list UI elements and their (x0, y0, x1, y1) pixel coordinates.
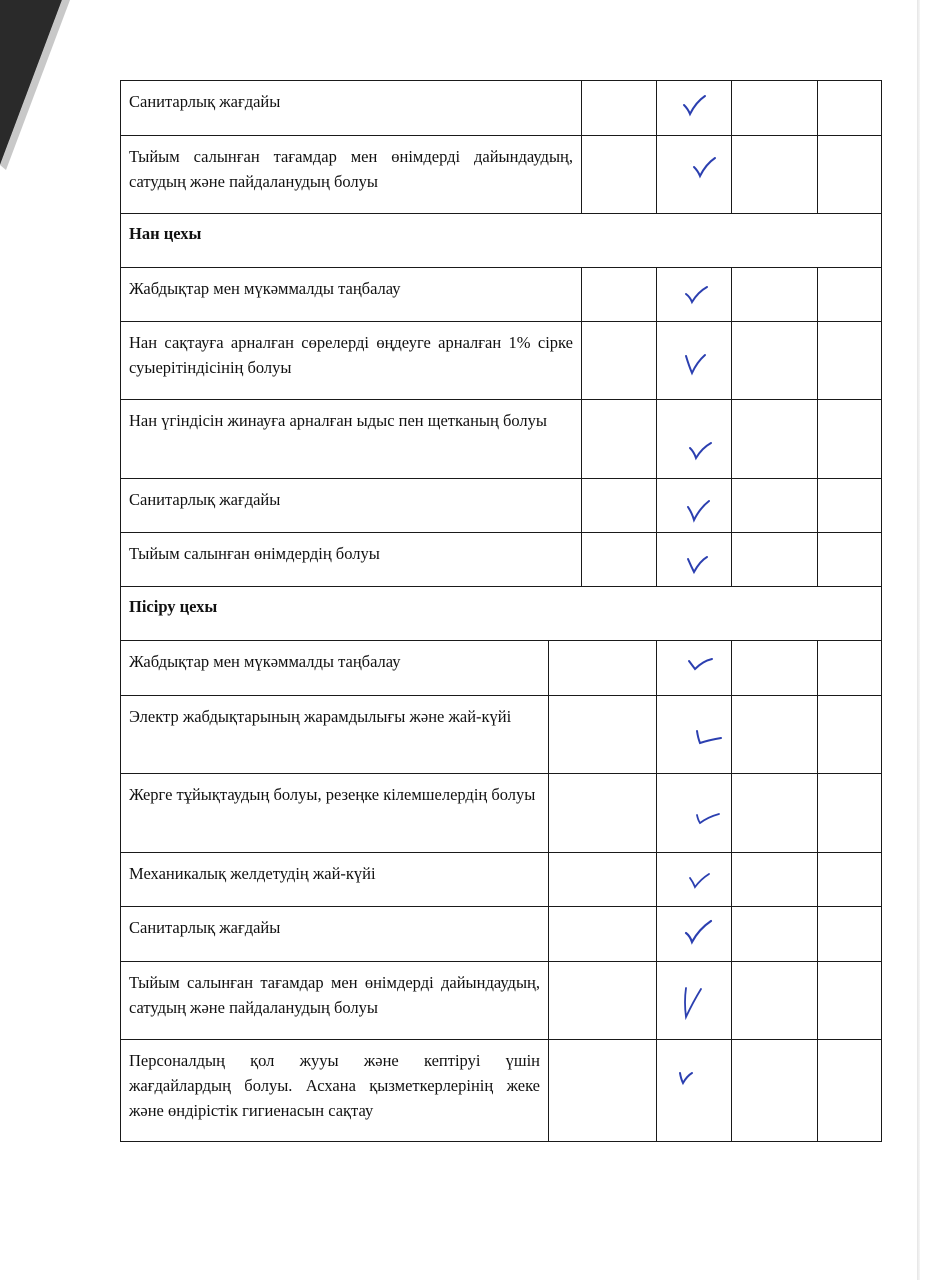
column-3-cell (732, 81, 818, 135)
column-1-cell (549, 853, 657, 906)
table-row (120, 533, 882, 587)
table-row (120, 136, 882, 214)
column-3-cell (732, 774, 818, 852)
table-row (120, 479, 882, 533)
scan-shadow (0, 0, 70, 170)
column-4-cell (818, 533, 883, 586)
page-edge (917, 0, 920, 1280)
column-1-cell (582, 479, 657, 532)
column-3-cell (732, 533, 818, 586)
section-header-row (120, 587, 882, 641)
inspection-checklist-table (120, 80, 882, 1142)
checkmark-icon (685, 499, 711, 523)
item-text: Тыйым салынған тағамдар мен өнімдерді дайындаудың, сатудың және пайдаланудың болуы (121, 136, 582, 213)
table-row (120, 696, 882, 774)
column-3-cell (732, 907, 818, 961)
column-3-cell (732, 136, 818, 213)
column-1-cell (549, 962, 657, 1039)
checkmark-icon (693, 728, 723, 746)
checkmark-icon (681, 94, 707, 118)
item-text: Персоналдың қол жууы және кептіруі үшін жағдайлардың болуы. Асхана қызметкерлерінің жеке және өндірістік гигиенасын сақтау (121, 1040, 549, 1141)
checkmark-icon (686, 655, 714, 673)
checkmark-icon (681, 984, 705, 1020)
column-3-cell (732, 853, 818, 906)
column-4-cell (818, 1040, 883, 1141)
column-3-cell (732, 268, 818, 321)
checkmark-icon (683, 352, 709, 376)
column-1-cell (582, 400, 657, 478)
column-2-cell (657, 400, 732, 478)
item-text: Электр жабдықтарының жарамдылығы және жай-күйі (121, 696, 549, 773)
section-header-row (120, 214, 882, 268)
table-row (120, 907, 882, 962)
checkmark-icon (685, 553, 711, 575)
column-1-cell (549, 907, 657, 961)
item-text: Жабдықтар мен мүкәммалды таңбалау (121, 268, 582, 321)
item-text: Механикалық желдетудің жай-күйі (121, 853, 549, 906)
item-text: Жабдықтар мен мүкәммалды таңбалау (121, 641, 549, 695)
column-1-cell (582, 322, 657, 399)
checkmark-icon (677, 1070, 695, 1086)
column-1-cell (582, 136, 657, 213)
table-row (120, 641, 882, 696)
item-text: Жерге тұйықтаудың болуы, резеңке кілемшелердің болуы (121, 774, 549, 852)
table-row (120, 1040, 882, 1142)
column-3-cell (732, 322, 818, 399)
checkmark-icon (691, 156, 717, 180)
column-1-cell (549, 774, 657, 852)
checkmark-icon (693, 810, 721, 826)
checkmark-icon (687, 871, 713, 891)
column-3-cell (732, 400, 818, 478)
item-text: Санитарлық жағдайы (121, 907, 549, 961)
table-row (120, 322, 882, 400)
column-4-cell (818, 322, 883, 399)
checkmark-icon (683, 284, 709, 306)
item-text: Нан үгіндісін жинауға арналған ыдыс пен щетканың болуы (121, 400, 582, 478)
item-text: Нан сақтауға арналған сөрелерді өңдеуге арналған 1% сірке суыерітіндісінің болуы (121, 322, 582, 399)
column-4-cell (818, 696, 883, 773)
column-3-cell (732, 479, 818, 532)
table-row (120, 853, 882, 907)
item-text: Тыйым салынған өнімдердің болуы (121, 533, 582, 586)
checkmark-icon (683, 919, 713, 945)
column-4-cell (818, 853, 883, 906)
column-1-cell (549, 696, 657, 773)
table-row (120, 400, 882, 479)
column-3-cell (732, 962, 818, 1039)
table-row (120, 774, 882, 853)
table-row (120, 80, 882, 136)
column-3-cell (732, 696, 818, 773)
item-text: Санитарлық жағдайы (121, 479, 582, 532)
column-1-cell (549, 641, 657, 695)
item-text: Тыйым салынған тағамдар мен өнімдерді дайындаудың, сатудың және пайдаланудың болуы (121, 962, 549, 1039)
checkmark-icon (687, 440, 713, 462)
section-title: Нан цехы (129, 224, 202, 243)
item-text: Санитарлық жағдайы (121, 81, 582, 135)
column-1-cell (582, 533, 657, 586)
column-1-cell (549, 1040, 657, 1141)
column-4-cell (818, 400, 883, 478)
column-1-cell (582, 268, 657, 321)
column-4-cell (818, 907, 883, 961)
column-3-cell (732, 1040, 818, 1141)
column-4-cell (818, 641, 883, 695)
table-row (120, 268, 882, 322)
column-4-cell (818, 268, 883, 321)
column-1-cell (582, 81, 657, 135)
column-4-cell (818, 136, 883, 213)
column-4-cell (818, 962, 883, 1039)
column-4-cell (818, 774, 883, 852)
column-3-cell (732, 641, 818, 695)
column-4-cell (818, 81, 883, 135)
table-row (120, 962, 882, 1040)
column-4-cell (818, 479, 883, 532)
column-2-cell (657, 1040, 732, 1141)
section-title: Пісіру цехы (129, 597, 218, 616)
